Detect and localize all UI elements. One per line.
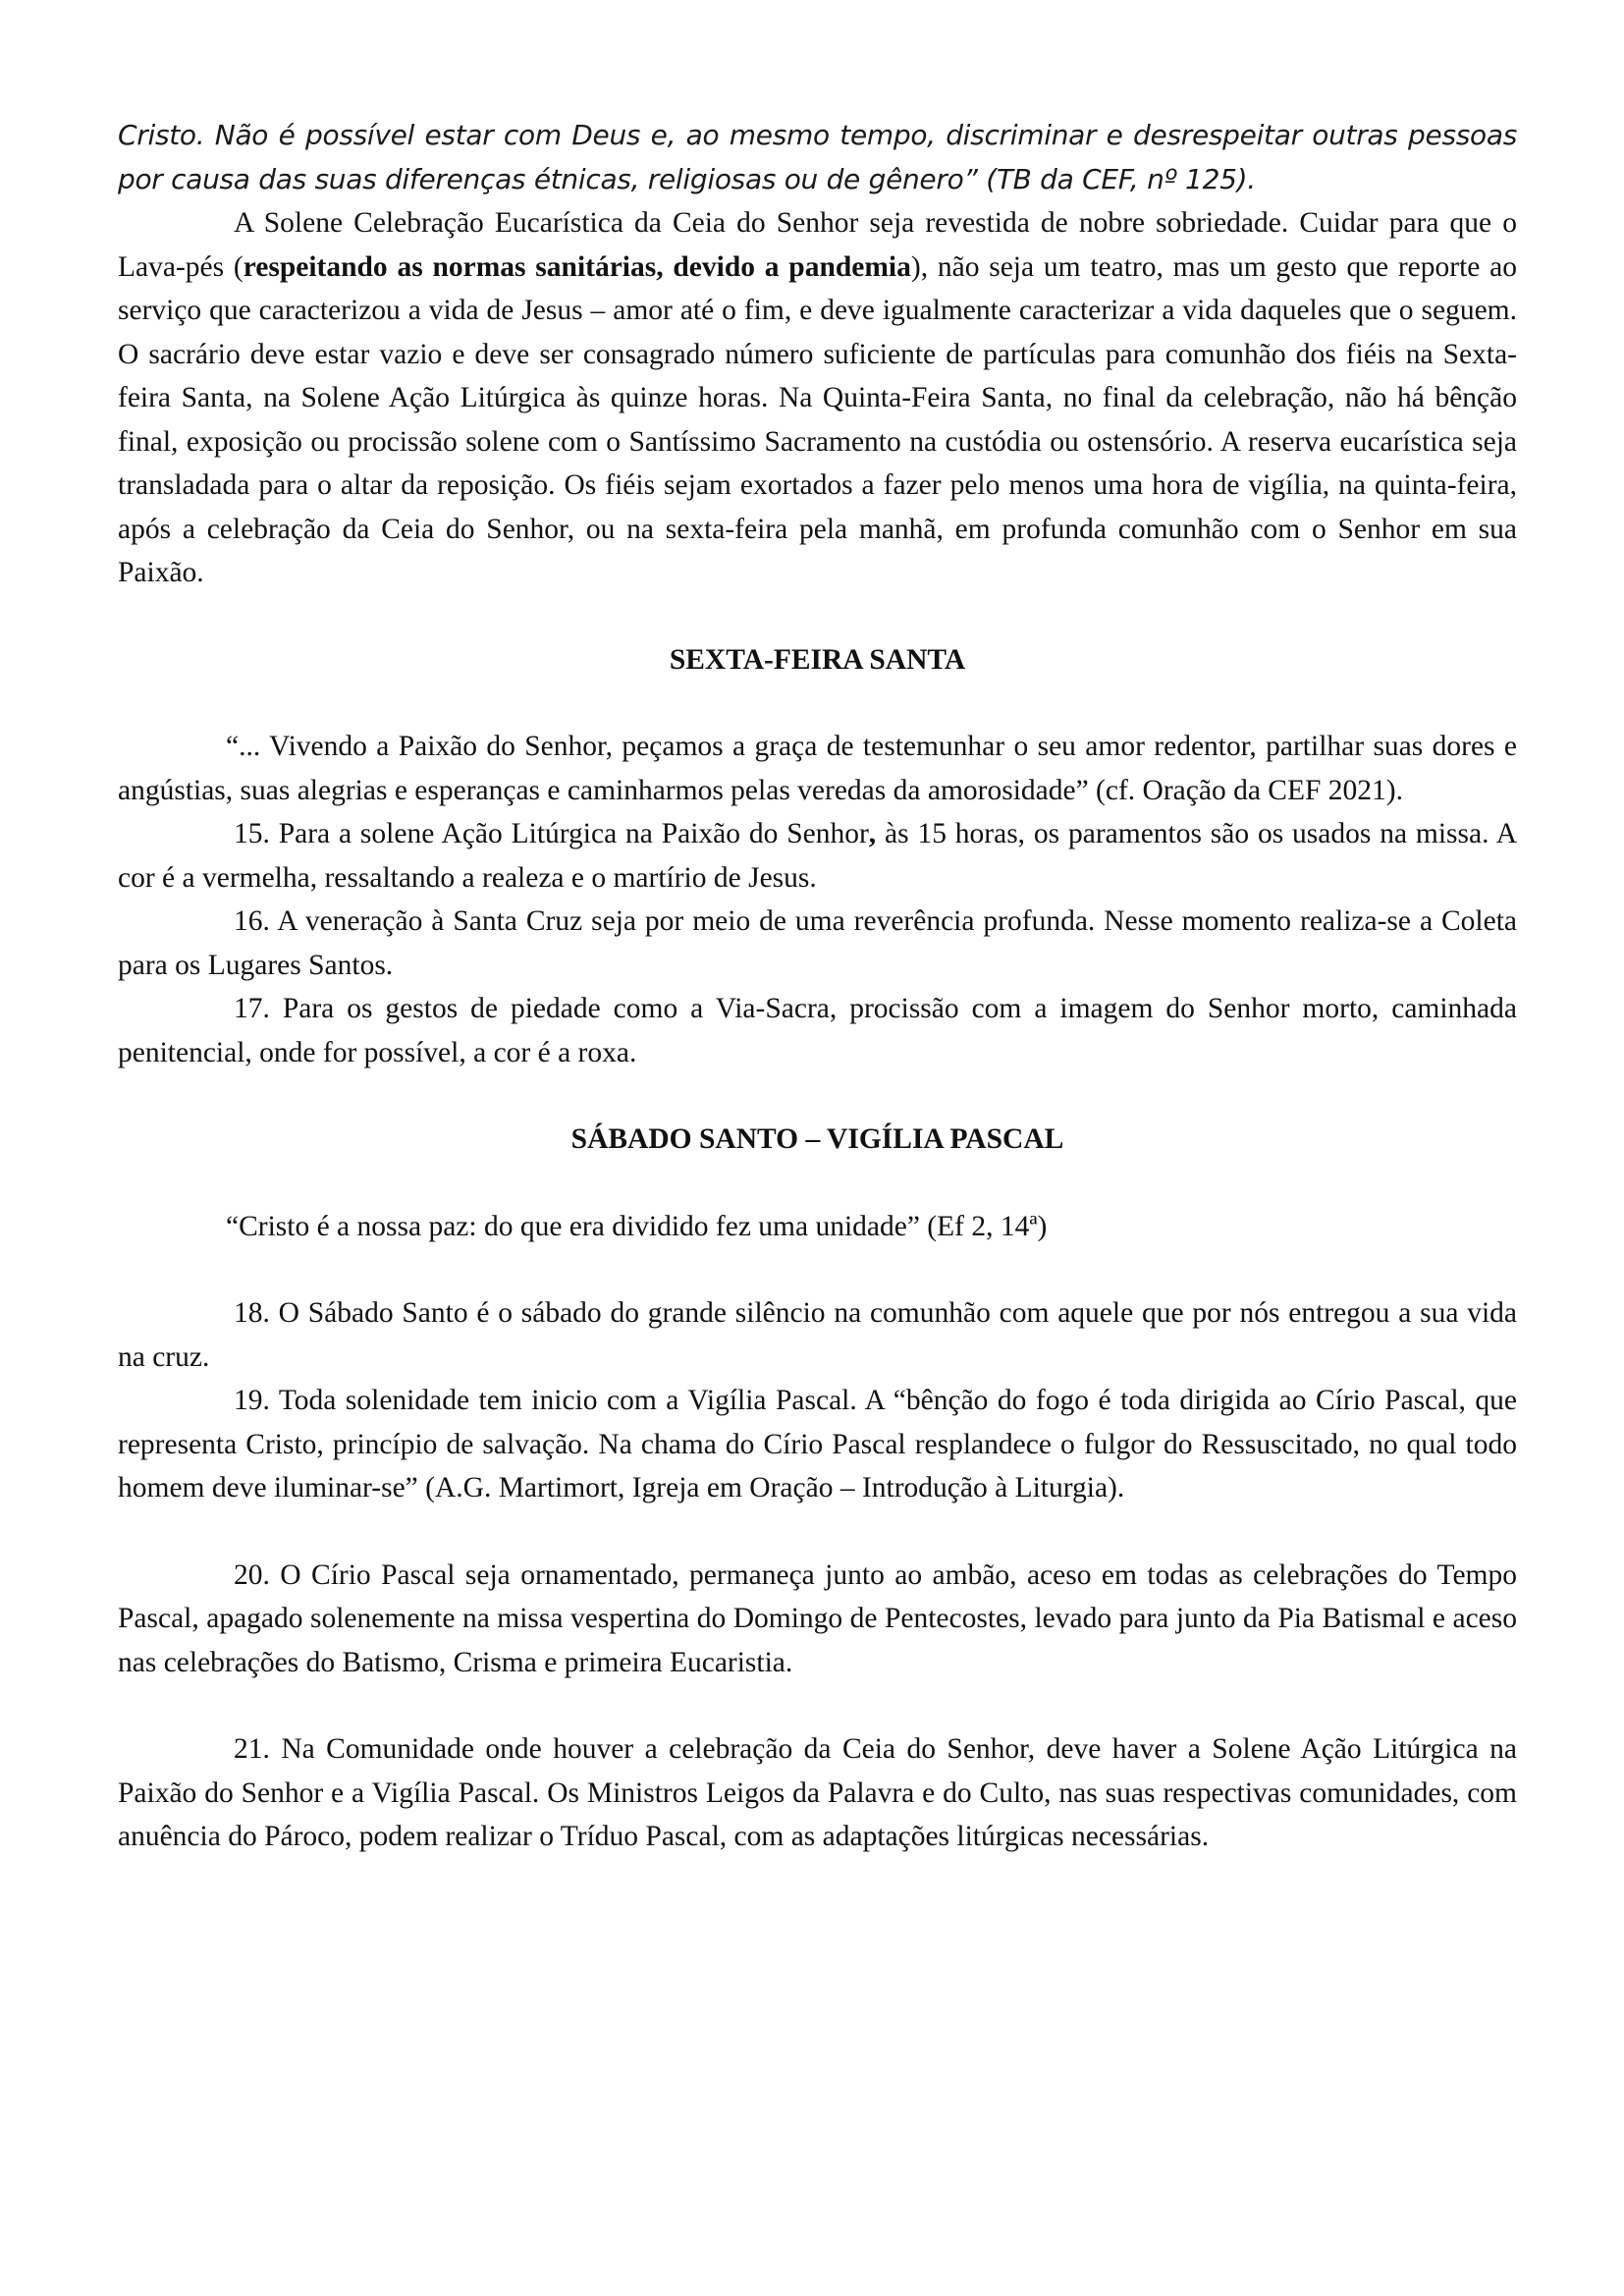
item-21: 21. Na Comunidade onde houver a celebração da Ceia do Senhor, deve haver a Solene Ação Litúrgica na Paixão do Senhor e a Vigília Pascal. Os Ministros Leigos da Palavra e do Culto, nas suas respectivas comunidades, com anuência do Pároco, podem realizar o Tríduo Pascal, com as adaptações litúrgicas necessárias. [118,1733,1517,1852]
item-19: 19. Toda solenidade tem inicio com a Vigília Pascal. A “bênção do fogo é toda dirigida ao Círio Pascal, que representa Cristo, princípio de salvação. Na chama do Círio Pascal resplandece o fulgor do Ressuscitado, no qual todo homem deve iluminar-se” (A.G. Martimort, Igreja em Oração – Introdução à Liturgia). [118,1385,1517,1503]
ceia-paragraph-end: ), não seja um teatro, mas um gesto que reporte ao serviço que caracterizou a vida de Jesus – amor até o fim, e deve igualmente caracterizar a vida daqueles que o seguem. O sacrário deve estar vazio e deve ser consagrado número suficiente de partículas para comunhão dos fiéis na Sexta-feira Santa, na Solene Ação Litúrgica às quinze horas. Na Quinta-Feira Santa, no final da celebração, não há bênção final, exposição ou procissão solene com o Santíssimo Sacramento na custódia ou ostensório. A reserva eucarística seja transladada para o altar da reposição. Os fiéis sejam exortados a fazer pelo menos uma hora de vigília, na quinta-feira, após a celebração da Ceia do Senhor, ou na sexta-feira pela manhã, em profunda comunhão com o Senhor em sua Paixão. [118,250,1517,588]
item-15-bold: , [868,818,877,849]
intro-quote: Cristo. Não é possível estar com Deus e, ao mesmo tempo, discriminar e desrespeitar outras pessoas por causa das suas diferenças étnicas, religiosas ou de gênero” (TB da CEF, nº 125). [118,119,1517,195]
item-20: 20. O Círio Pascal seja ornamentado, permaneça junto ao ambão, aceso em todas as celebrações do Tempo Pascal, apagado solenemente na missa vespertina do Domingo de Pentecostes, levado para junto da Pia Batismal e aceso nas celebrações do Batismo, Crisma e primeira Eucaristia. [118,1558,1517,1678]
ceia-paragraph-bold: respeitando as normas sanitárias, devido a pandemia [243,250,911,283]
ceia-paragraph-start: A Solene Celebração Eucarística da Ceia do Senhor seja revestida de nobre sobriedade. Cuidar para que o Lava-pés ( [118,207,1517,283]
sabado-quote: “Cristo é a nossa paz: do que era dividido fez uma unidade” (Ef 2, 14ª) [226,1210,1048,1242]
item-15-start: 15. Para a solene Ação Litúrgica na Paixão do Senhor [234,818,869,849]
heading-sexta-feira-santa: SEXTA-FEIRA SANTA [669,643,966,676]
item-16: 16. A veneração à Santa Cruz seja por meio de uma reverência profunda. Nesse momento realiza-se a Coleta para os Lugares Santos. [118,905,1517,981]
item-15 [118,812,1517,900]
item-17: 17. Para os gestos de piedade como a Via-Sacra, procissão com a imagem do Senhor morto, caminhada penitencial, onde for possível, a cor é a roxa. [118,993,1517,1068]
item-15-end: às 15 horas, os paramentos são os usados na missa. A cor é a vermelha, ressaltando a realeza e o martírio de Jesus. [118,818,1517,894]
document-page [118,114,1517,1859]
ceia-paragraph [118,201,1517,595]
sexta-quote: “... Vivendo a Paixão do Senhor, peçamos a graça de testemunhar o seu amor redentor, partilhar suas dores e angústias, suas alegrias e esperanças e caminharmos pelas veredas da amorosidade” (cf. Oração da CEF 2021). [118,731,1517,806]
heading-sabado-santo: SÁBADO SANTO – VIGÍLIA PASCAL [570,1123,1064,1155]
item-18: 18. O Sábado Santo é o sábado do grande silêncio na comunhão com aquele que por nós entregou a sua vida na cruz. [118,1297,1517,1373]
